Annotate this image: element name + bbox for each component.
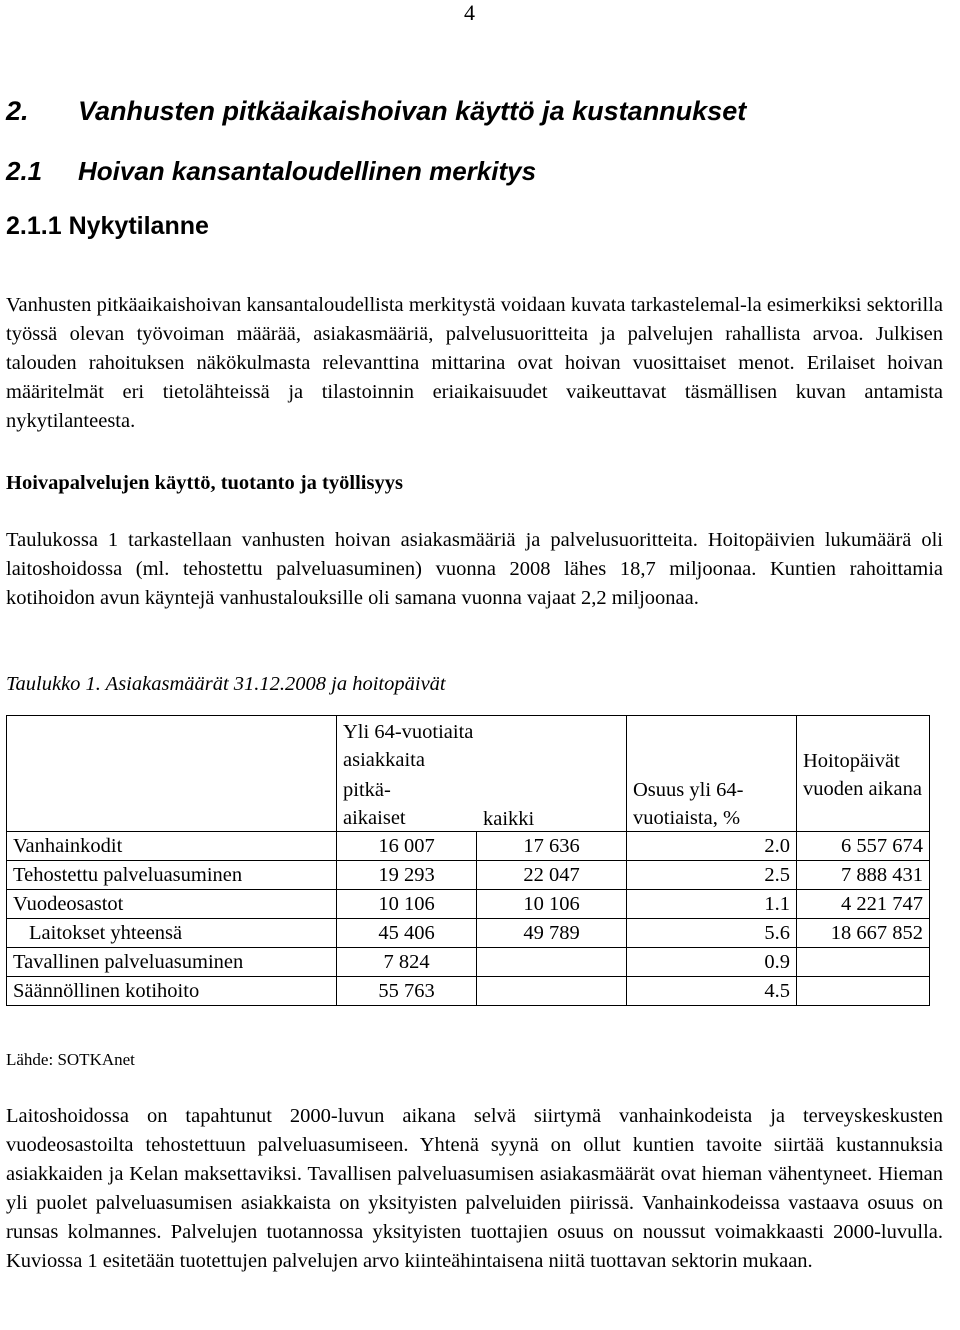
row-label: Tavallinen palveluasuminen: [7, 948, 337, 977]
cell-share: 1.1: [627, 890, 797, 919]
cell-share: 5.6: [627, 919, 797, 948]
table-header-days: Hoitopäivät vuoden aikana: [803, 750, 922, 800]
row-label: Vuodeosastot: [7, 890, 337, 919]
table-caption: Taulukko 1. Asiakasmäärät 31.12.2008 ja hoitopäivät: [6, 673, 446, 695]
cell-share: 2.5: [627, 861, 797, 890]
cell-all: 17 636: [477, 832, 627, 861]
heading-subsection-text: Nykytilanne: [68, 212, 209, 240]
cell-share: 0.9: [627, 948, 797, 977]
heading-chapter-text: Vanhusten pitkäaikaishoivan käyttö ja kustannukset: [78, 96, 747, 126]
page-number: 4: [464, 0, 475, 25]
table-row: [7, 890, 930, 919]
heading-subsection: [6, 212, 209, 241]
cell-long-term: 16 007: [337, 832, 477, 861]
table-header-share-cell: [627, 716, 797, 832]
table-header-row: [7, 716, 930, 832]
table-header-group: Yli 64-vuotiaita asiakkaita: [343, 721, 474, 771]
subheading: Hoivapalvelujen käyttö, tuotanto ja työllisyys: [6, 472, 403, 494]
heading-subsection-number: 2.1.1: [6, 212, 62, 240]
cell-share: 4.5: [627, 977, 797, 1006]
table-header-empty: [7, 716, 337, 832]
paragraph-discussion: Laitoshoidossa on tapahtunut 2000-luvun aikana selvä siirtymä vanhainkodeista ja terveyskeskusten vuodeosastoilta tehostettuun palveluasumiseen. Yhtenä syynä on ollut kuntien tavoite siirtää kustannuksia asiakkaiden ja Kelan maksettaviksi. Tavallisen palveluasumisen asiakasmäärät ovat hieman vähentyneet. Hieman yli puolet palveluasumisen asiakkaista on yksityisten palveluiden piirissä. Vanhainkodeissa vastaava osuus on runsas kolmannes. Palvelujen tuotannossa yksityisten tuottajien osuus on noussut voimakkaasti 2000-luvulla. Kuviossa 1 esitetään tuotettujen palvelujen arvo kiinteähintaisena niitä tuottavan sektorin mukaan.: [6, 1105, 943, 1272]
table-row: [7, 861, 930, 890]
cell-all: 22 047: [477, 861, 627, 890]
cell-days: 7 888 431: [797, 861, 930, 890]
heading-section: [6, 156, 536, 187]
table-header-long-term: pitkä-aikaiset: [343, 779, 406, 829]
row-label: Säännöllinen kotihoito: [7, 977, 337, 1006]
table-row: [7, 948, 930, 977]
row-label: Tehostettu palveluasuminen: [7, 861, 337, 890]
cell-days: [797, 977, 930, 1006]
heading-chapter-number: 2.: [6, 96, 29, 126]
cell-all: 49 789: [477, 919, 627, 948]
cell-share: 2.0: [627, 832, 797, 861]
cell-long-term: 19 293: [337, 861, 477, 890]
cell-all: [477, 948, 627, 977]
cell-days: 18 667 852: [797, 919, 930, 948]
cell-long-term: 10 106: [337, 890, 477, 919]
table-row: [7, 832, 930, 861]
cell-all: [477, 977, 627, 1006]
cell-all: 10 106: [477, 890, 627, 919]
cell-long-term: 45 406: [337, 919, 477, 948]
heading-chapter: [6, 96, 746, 127]
table-header-all: kaikki: [483, 808, 535, 830]
data-table: [6, 715, 930, 1006]
table-header-group-cell: [337, 716, 627, 832]
row-label: Vanhainkodit: [7, 832, 337, 861]
cell-days: [797, 948, 930, 977]
row-label: Laitokset yhteensä: [7, 919, 337, 948]
heading-section-number: 2.1: [6, 156, 43, 186]
table-source: Lähde: SOTKAnet: [6, 1050, 135, 1069]
table-row: [7, 977, 930, 1006]
paragraph-table-intro: Taulukossa 1 tarkastellaan vanhusten hoivan asiakasmääriä ja palvelusuoritteita. Hoitopäivien lukumäärä oli laitoshoidossa (ml. tehostettu palveluasuminen) vuonna 2008 lähes 18,7 miljoonaa. Kuntien rahoittamia kotihoidon avun käyntejä vanhustalouksille oli samana vuonna vajaat 2,2 miljoonaa.: [6, 529, 943, 609]
table-row: [7, 919, 930, 948]
table-header-days-cell: [797, 716, 930, 832]
cell-days: 4 221 747: [797, 890, 930, 919]
heading-section-text: Hoivan kansantaloudellinen merkitys: [78, 156, 537, 186]
cell-long-term: 55 763: [337, 977, 477, 1006]
cell-days: 6 557 674: [797, 832, 930, 861]
cell-long-term: 7 824: [337, 948, 477, 977]
table-header-share: Osuus yli 64-vuotiaista, %: [633, 779, 744, 829]
paragraph-intro: Vanhusten pitkäaikaishoivan kansantaloudellista merkitystä voidaan kuvata tarkastelemal-la esimerkiksi sektorilla työssä olevan työvoiman määrää, asiakasmääriä, palvelusuoritteita ja palvelujen rahallista arvoa. Julkisen talouden rahoituksen näkökulmasta relevanttina mittarina ovat hoivan vuosittaiset menot. Erilaiset hoivan määritelmät eri tietolähteissä ja tilastoinnin eriaikaisuudet vaikeuttavat täsmällisen kuvan antamista nykytilanteesta.: [6, 294, 943, 432]
